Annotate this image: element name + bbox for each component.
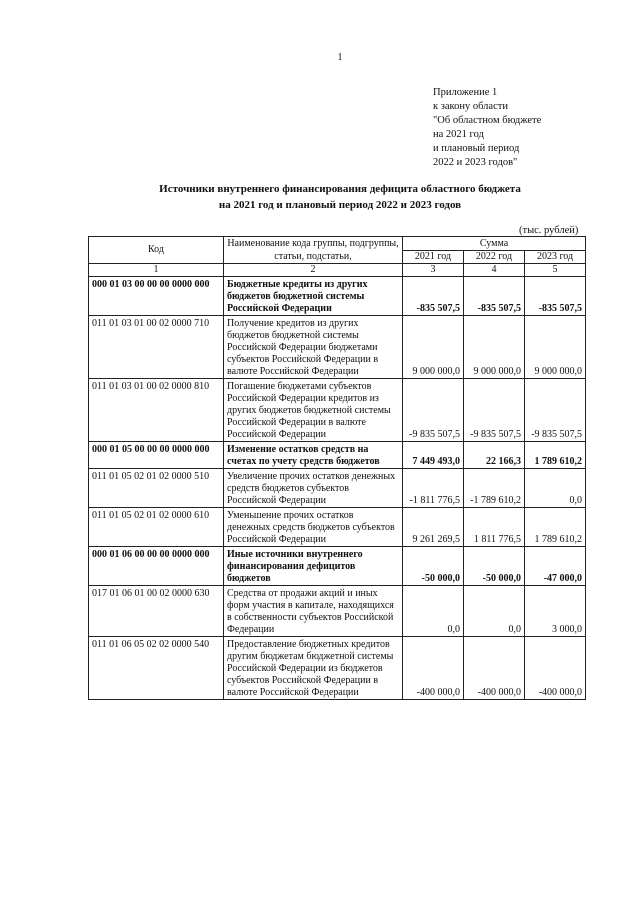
column-number: 4	[464, 264, 525, 277]
name-cell: Средства от продажи акций и иных форм участия в капитале, находящихся в собственности субъектов Российской Федерации	[224, 586, 403, 637]
column-number: 1	[89, 264, 224, 277]
table-row	[89, 277, 586, 316]
value-2023-cell: -400 000,0	[525, 637, 586, 700]
header-sum: Сумма	[403, 237, 586, 251]
name-cell: Бюджетные кредиты из других бюджетов бюджетной системы Российской Федерации	[224, 277, 403, 316]
value-2022-cell: 9 000 000,0	[464, 316, 525, 379]
column-number: 2	[224, 264, 403, 277]
code-cell: 000 01 05 00 00 00 0000 000	[89, 442, 224, 469]
value-2023-cell: 0,0	[525, 469, 586, 508]
value-2022-cell: 1 811 776,5	[464, 508, 525, 547]
appendix-line: "Об областном бюджете	[433, 115, 542, 126]
document-title	[0, 181, 640, 213]
code-cell: 011 01 05 02 01 02 0000 610	[89, 508, 224, 547]
name-cell: Погашение бюджетами субъектов Российской Федерации кредитов из других бюджетов бюджетной системы Российской Федерации в валюте Российской Федерации	[224, 379, 403, 442]
value-2021-cell: -400 000,0	[403, 637, 464, 700]
value-2021-cell: -9 835 507,5	[403, 379, 464, 442]
value-2022-cell: -50 000,0	[464, 547, 525, 586]
code-cell: 011 01 06 05 02 02 0000 540	[89, 637, 224, 700]
value-2021-cell: -835 507,5	[403, 277, 464, 316]
value-2023-cell: 1 789 610,2	[525, 508, 586, 547]
page-number: 1	[337, 52, 343, 63]
value-2021-cell: 9 000 000,0	[403, 316, 464, 379]
value-2021-cell: -50 000,0	[403, 547, 464, 586]
appendix-line: к закону области	[433, 101, 508, 112]
appendix-line: 2022 и 2023 годов"	[433, 157, 518, 168]
code-cell: 000 01 06 00 00 00 0000 000	[89, 547, 224, 586]
units-label: (тыс. рублей)	[519, 225, 579, 236]
header-year-2023: 2023 год	[525, 250, 586, 264]
value-2021-cell: 0,0	[403, 586, 464, 637]
code-cell: 000 01 03 00 00 00 0000 000	[89, 277, 224, 316]
name-cell: Увеличение прочих остатков денежных средств бюджетов субъектов Российской Федерации	[224, 469, 403, 508]
column-number: 5	[525, 264, 586, 277]
appendix-line: на 2021 год	[433, 129, 484, 140]
table-row	[89, 379, 586, 442]
value-2021-cell: -1 811 776,5	[403, 469, 464, 508]
name-cell: Иные источники внутреннего финансирования дефицитов бюджетов	[224, 547, 403, 586]
table-row	[89, 316, 586, 379]
value-2022-cell: -9 835 507,5	[464, 379, 525, 442]
table-row	[89, 547, 586, 586]
table-row	[89, 586, 586, 637]
name-cell: Уменьшение прочих остатков денежных средств бюджетов субъектов Российской Федерации	[224, 508, 403, 547]
code-cell: 017 01 06 01 00 02 0000 630	[89, 586, 224, 637]
value-2023-cell: -835 507,5	[525, 277, 586, 316]
value-2021-cell: 9 261 269,5	[403, 508, 464, 547]
value-2022-cell: 0,0	[464, 586, 525, 637]
financing-sources-table	[88, 236, 586, 700]
header-code: Код	[89, 237, 224, 264]
appendix-note	[433, 86, 541, 170]
value-2023-cell: -47 000,0	[525, 547, 586, 586]
table-row	[89, 637, 586, 700]
value-2023-cell: 9 000 000,0	[525, 316, 586, 379]
title-line: Источники внутреннего финансирования дефицита областного бюджета	[159, 183, 521, 195]
value-2022-cell: -400 000,0	[464, 637, 525, 700]
name-cell: Изменение остатков средств на счетах по учету средств бюджетов	[224, 442, 403, 469]
header-year-2021: 2021 год	[403, 250, 464, 264]
value-2023-cell: 1 789 610,2	[525, 442, 586, 469]
header-name: Наименование кода группы, подгруппы, статьи, подстатьи,	[224, 237, 403, 264]
value-2023-cell: -9 835 507,5	[525, 379, 586, 442]
code-cell: 011 01 05 02 01 02 0000 510	[89, 469, 224, 508]
name-cell: Предоставление бюджетных кредитов другим бюджетам бюджетной системы Российской Федерации из бюджетов субъектов Российской Федерации в валюте Российской Федерации	[224, 637, 403, 700]
value-2022-cell: -835 507,5	[464, 277, 525, 316]
column-number: 3	[403, 264, 464, 277]
value-2021-cell: 7 449 493,0	[403, 442, 464, 469]
table-row	[89, 442, 586, 469]
appendix-line: и плановый период	[433, 143, 520, 154]
value-2022-cell: 22 166,3	[464, 442, 525, 469]
appendix-line: Приложение 1	[433, 87, 498, 98]
name-cell: Получение кредитов из других бюджетов бюджетной системы Российской Федерации бюджетами субъектов Российской Федерации в валюте Российской Федерации	[224, 316, 403, 379]
title-line: на 2021 год и плановый период 2022 и 2023 годов	[218, 199, 462, 211]
code-cell: 011 01 03 01 00 02 0000 810	[89, 379, 224, 442]
value-2022-cell: -1 789 610,2	[464, 469, 525, 508]
table-row	[89, 508, 586, 547]
code-cell: 011 01 03 01 00 02 0000 710	[89, 316, 224, 379]
header-year-2022: 2022 год	[464, 250, 525, 264]
value-2023-cell: 3 000,0	[525, 586, 586, 637]
table-row	[89, 469, 586, 508]
